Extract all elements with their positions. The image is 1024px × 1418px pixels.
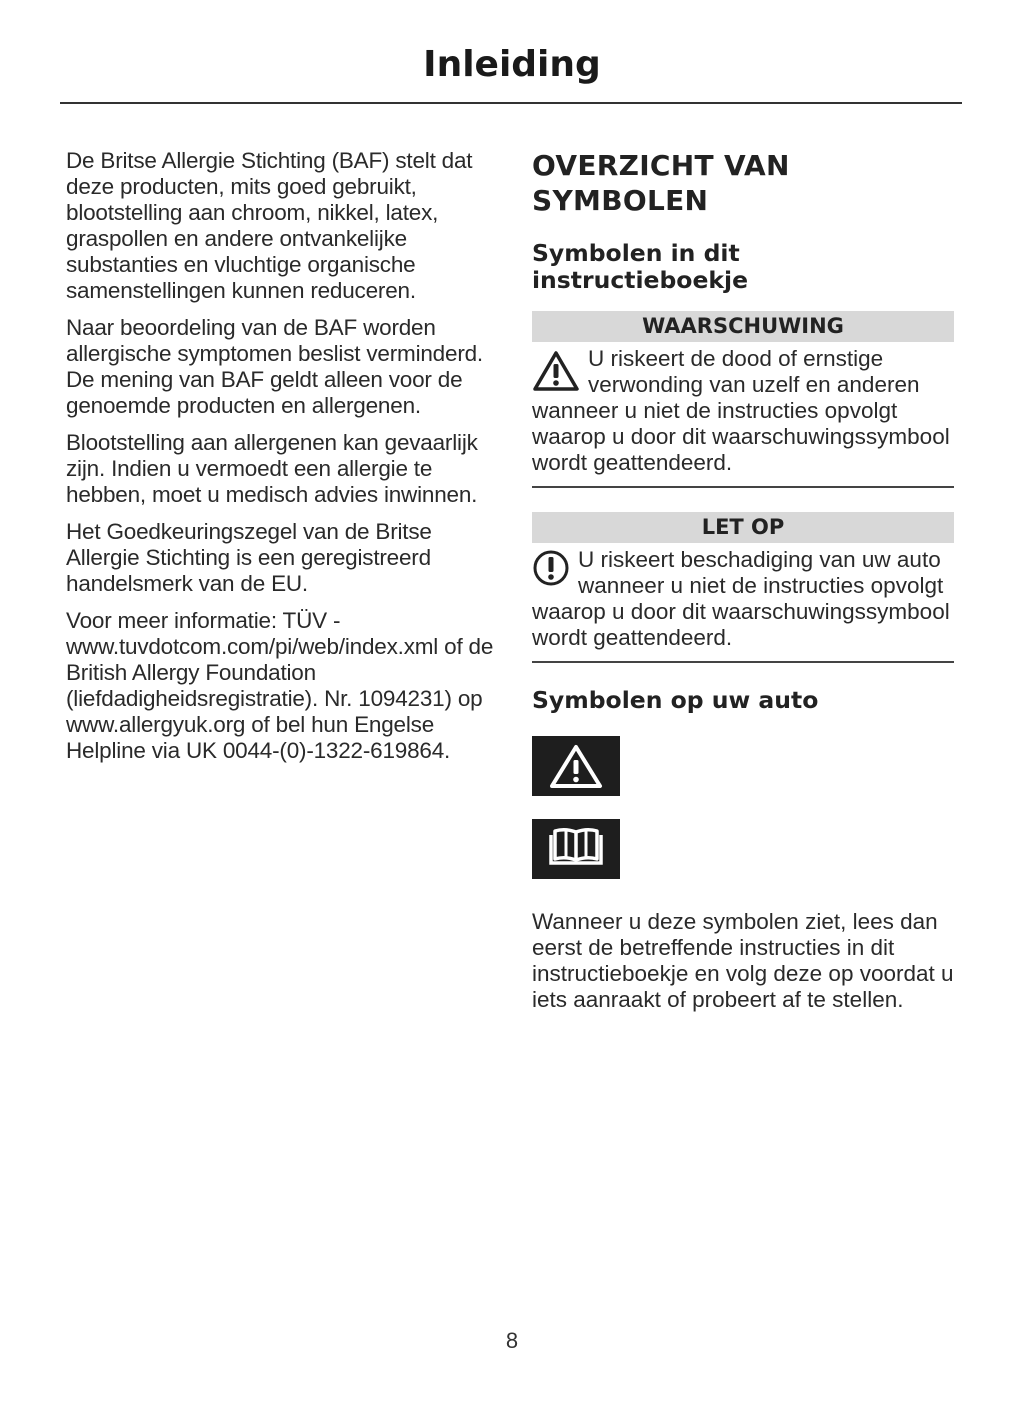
car-symbol-warning — [532, 736, 620, 796]
car-symbol-manual — [532, 819, 620, 879]
warning-text: U riskeert de dood of ernstige verwonding van uzelf en anderen wanneer u niet de instructies opvolgt waarop u door dit waarschuwingssymbool wordt geattendeerd. — [532, 346, 950, 475]
warning-triangle-icon — [532, 350, 580, 398]
warning-triangle-icon — [546, 742, 606, 790]
caution-divider — [532, 661, 954, 663]
warning-divider — [532, 486, 954, 488]
paragraph-baf-assessment: Naar beoordeling van de BAF worden allergische symptomen beslist verminderd. De mening van BAF geldt alleen voor de genoemde producten en allergenen. — [66, 315, 483, 418]
page-title: Inleiding — [423, 44, 601, 85]
closing-text: Wanneer u deze symbolen ziet, lees dan eerst de betreffende instructies in dit instructieboekje en volg deze op voordat u iets aanraakt of probeert af te stellen. — [532, 909, 954, 1012]
subsection-title-manual: Symbolen in dit instructieboekje — [532, 239, 749, 294]
title-divider — [60, 102, 962, 104]
right-column — [532, 148, 954, 1013]
subsection-title-car: Symbolen op uw auto — [532, 686, 819, 714]
open-book-icon — [545, 827, 607, 871]
warning-header: WAARSCHUWING — [532, 311, 954, 342]
page-number: 8 — [505, 1328, 519, 1353]
paragraph-baf-intro: De Britse Allergie Stichting (BAF) stelt dat deze producten, mits goed gebruikt, blootstelling aan chroom, nikkel, latex, graspollen en andere ontvankelijke substanties en vluchtige organische samenstellingen kunnen reduceren. — [66, 148, 473, 303]
paragraph-more-info: Voor meer informatie: TÜV - www.tuvdotcom.com/pi/web/index.xml of de British Allergy Foundation (liefdadigheidsregistratie). Nr. 1094231) op www.allergyuk.org of bel hun Engelse Helpline via UK 0044-(0)-1322-619864. — [66, 608, 494, 763]
paragraph-seal-trademark: Het Goedkeuringszegel van de Britse Allergie Stichting is een geregistreerd handelsmerk van de EU. — [66, 519, 432, 596]
paragraph-allergen-exposure: Blootstelling aan allergenen kan gevaarlijk zijn. Indien u vermoedt een allergie te hebben, moet u medisch advies inwinnen. — [66, 430, 478, 507]
warning-notice — [532, 342, 954, 486]
caution-text: U riskeert beschadiging van uw auto wanneer u niet de instructies opvolgt waarop u door dit waarschuwingssymbool wordt geattendeerd. — [532, 547, 950, 650]
caution-header: LET OP — [532, 512, 954, 543]
section-title: OVERZICHT VAN SYMBOLEN — [532, 149, 790, 217]
left-column — [66, 148, 496, 775]
caution-notice — [532, 543, 954, 661]
caution-circle-icon — [532, 549, 570, 593]
